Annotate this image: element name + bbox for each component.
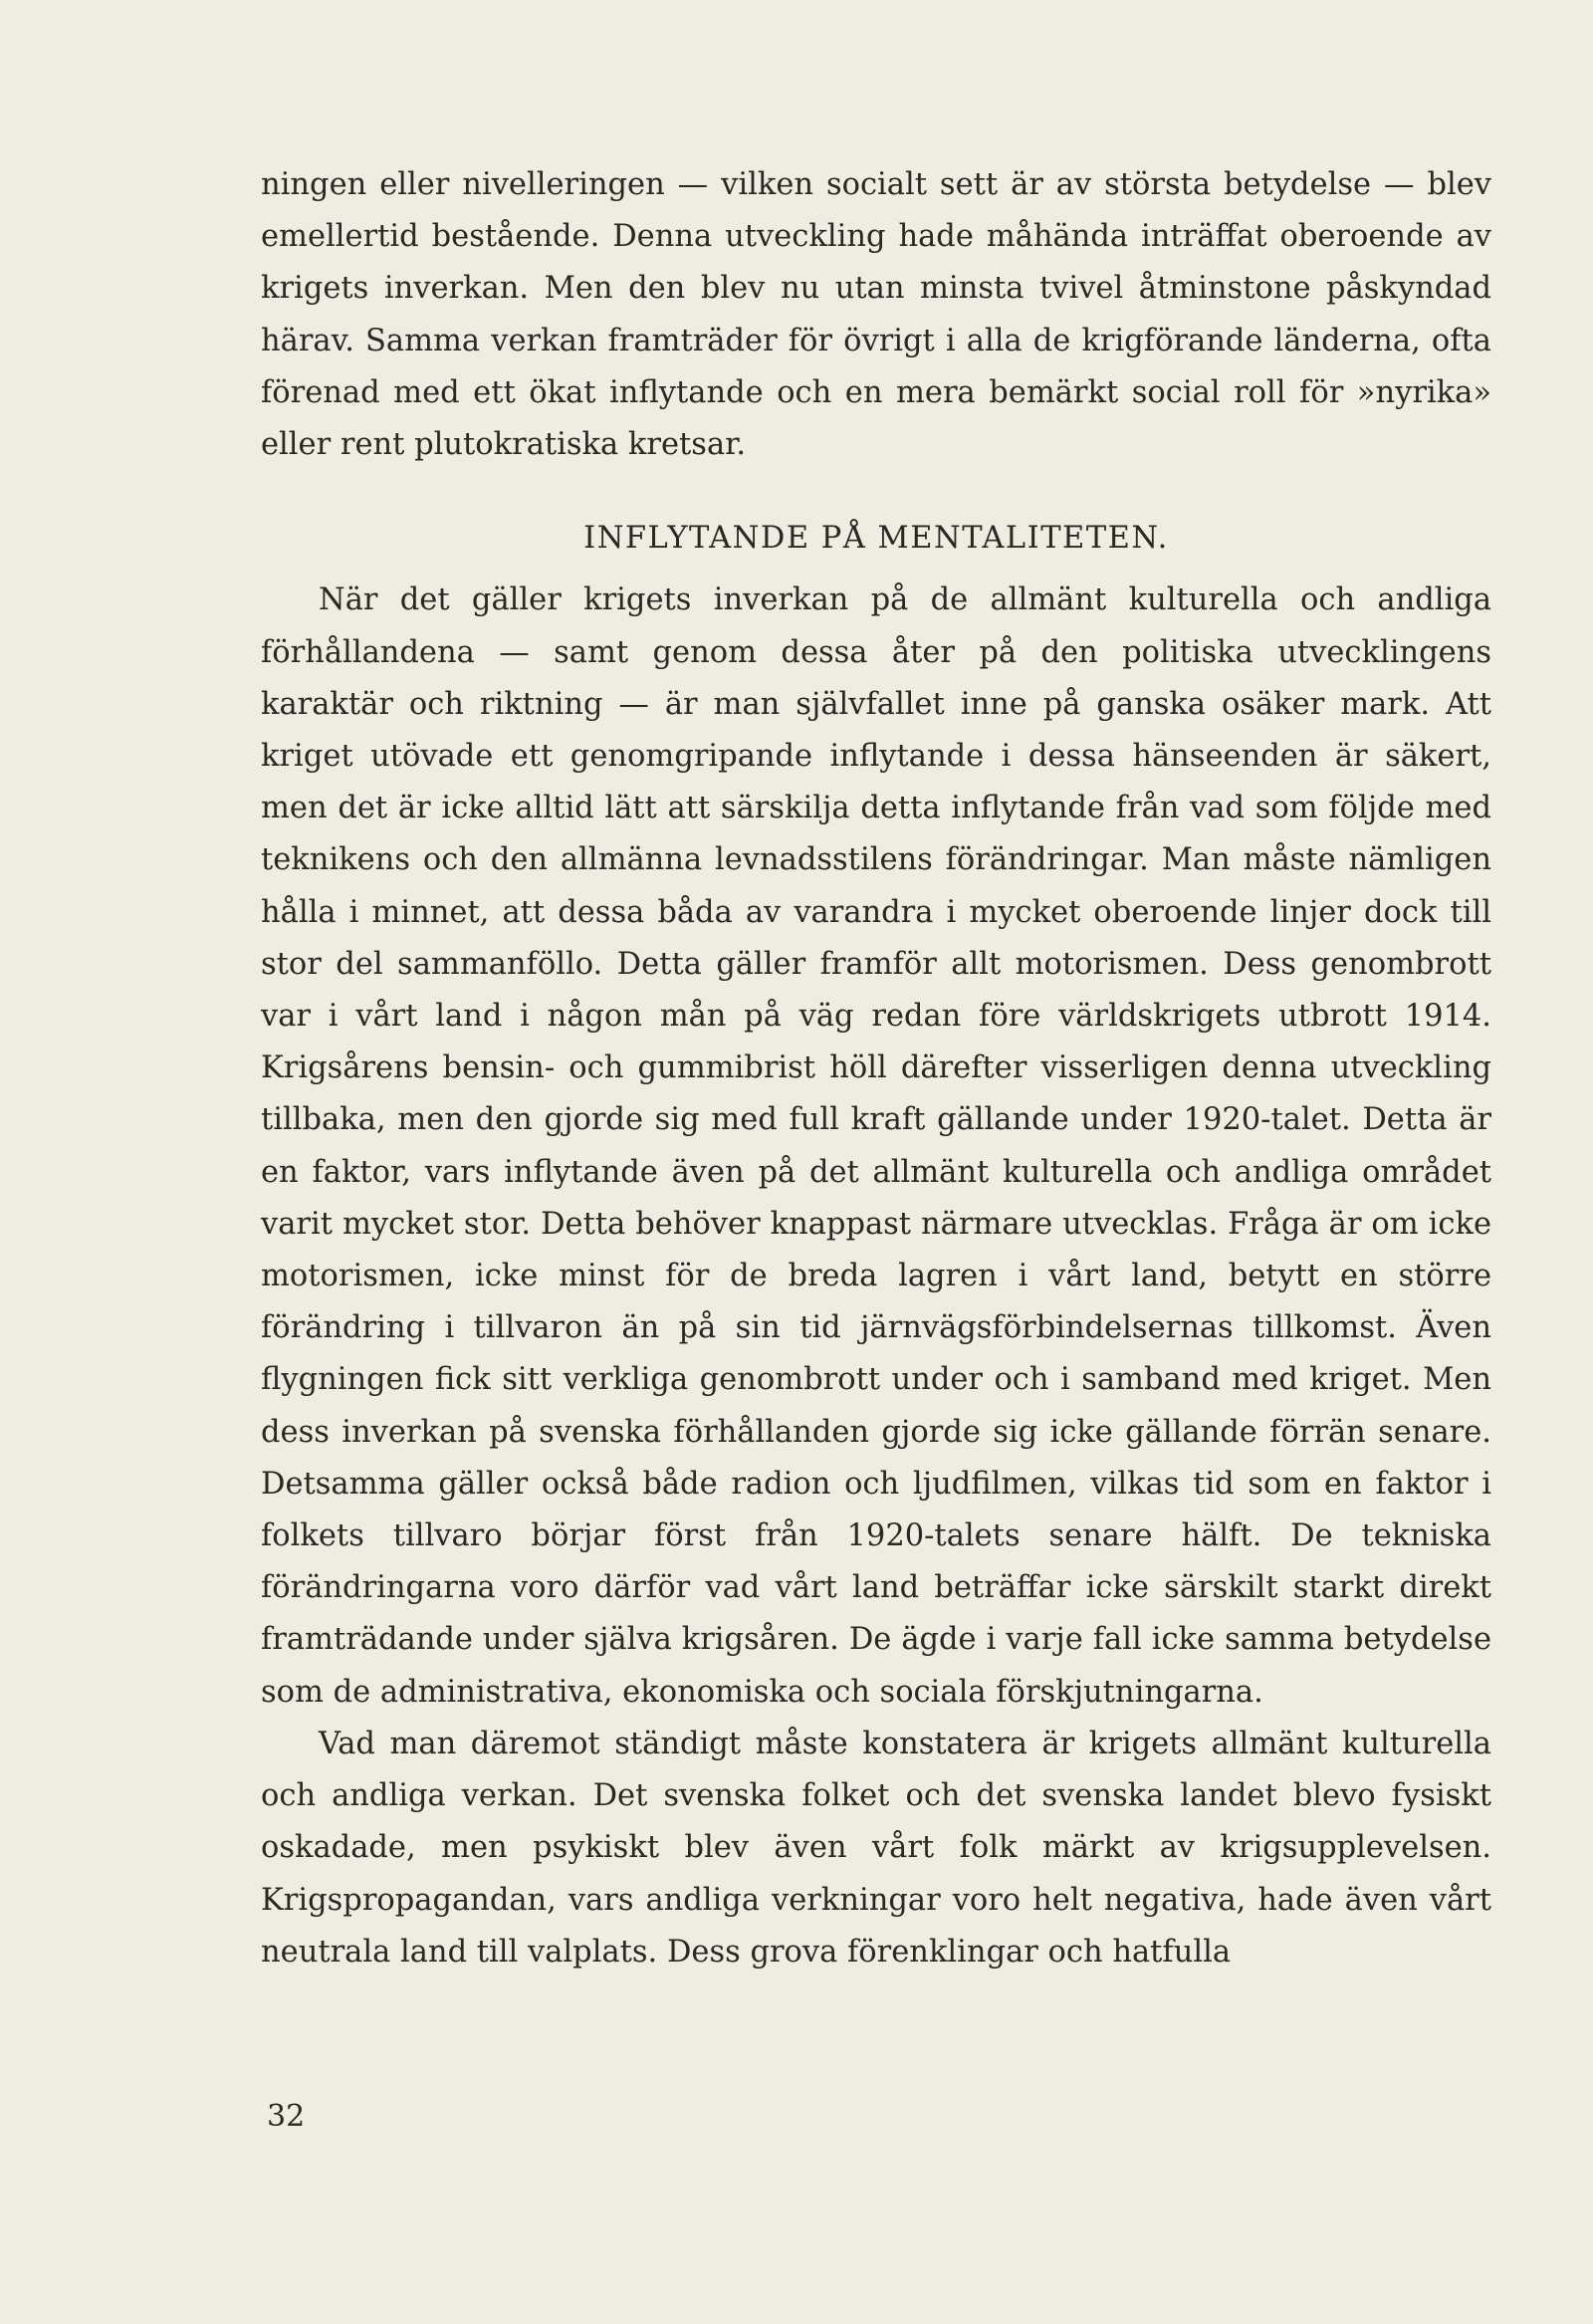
page-number: 32	[267, 2099, 306, 2134]
paragraph-war-influence: När det gäller krigets inverkan på de allmänt kulturella och andliga förhållandena — samt genom dessa åter på den politiska utvecklingens karaktär och riktning — är man självfallet inne på ganska osäker mark. Att kriget utövade ett genomgripande inflytande i dessa hänseenden är säkert, men det är icke alltid lätt att särskilja detta inflytande från vad som följde med teknikens och den allmänna levnadsstilens förändringar. Man måste nämligen hålla i minnet, att dessa båda av varandra i mycket oberoende linjer dock till stor del sammanföllo. Detta gäller framför allt motorismen. Dess genombrott var i vårt land i någon mån på väg redan före världskrigets utbrott 1914. Krigsårens bensin- och gummibrist höll därefter visserligen denna utveckling tillbaka, men den gjorde sig med full kraft gällande under 1920-talet. Detta är en faktor, vars inflytande även på det allmänt kulturella och andliga området varit mycket stor. Detta behöver knappast närmare utvecklas. Fråga är om icke motorismen, icke minst för de breda lagren i vårt land, betytt en större förändring i tillvaron än på sin tid järnvägsförbindelsernas tillkomst. Även flygningen fick sitt verkliga genombrott under och i samband med kriget. Men dess inverkan på svenska förhållanden gjorde sig icke gällande förrän senare. Detsamma gäller också både radion och ljudfilmen, vilkas tid som en faktor i folkets tillvaro börjar först från 1920-talets senare hälft. De tekniska förändringarna voro därför vad vårt land beträffar icke särskilt starkt direkt framträdande under själva krigsåren. De ägde i varje fall icke samma betydelse som de administrativa, ekonomiska och sociala förskjutningarna.	[261, 582, 1491, 1710]
paragraph-continuation: ningen eller nivelleringen — vilken socialt sett är av största betydelse — blev emellertid bestående. Denna utveckling hade måhända inträffat oberoende av krigets inverkan. Men den blev nu utan minsta tvivel åtminstone påskyndad härav. Samma verkan framträder för övrigt i alla de krigförande länderna, ofta förenad med ett ökat inflytande och en mera bemärkt social roll för »nyrika» eller rent plutokratiska kretsar.	[261, 167, 1491, 463]
section-heading: INFLYTANDE PÅ MENTALITETEN.	[583, 521, 1169, 557]
paragraph-cultural-effect: Vad man däremot ständigt måste konstatera är krigets allmänt kulturella och andliga verkan. Det svenska folket och det svenska landet blevo fysiskt oskadade, men psykiskt blev även vårt folk märkt av krigsupplevelsen. Krigspropagandan, vars andliga verkningar voro helt negativa, hade även vårt neutrala land till valplats. Dess grova förenklingar och hatfulla	[261, 1726, 1491, 1970]
body-text	[261, 159, 1491, 1978]
